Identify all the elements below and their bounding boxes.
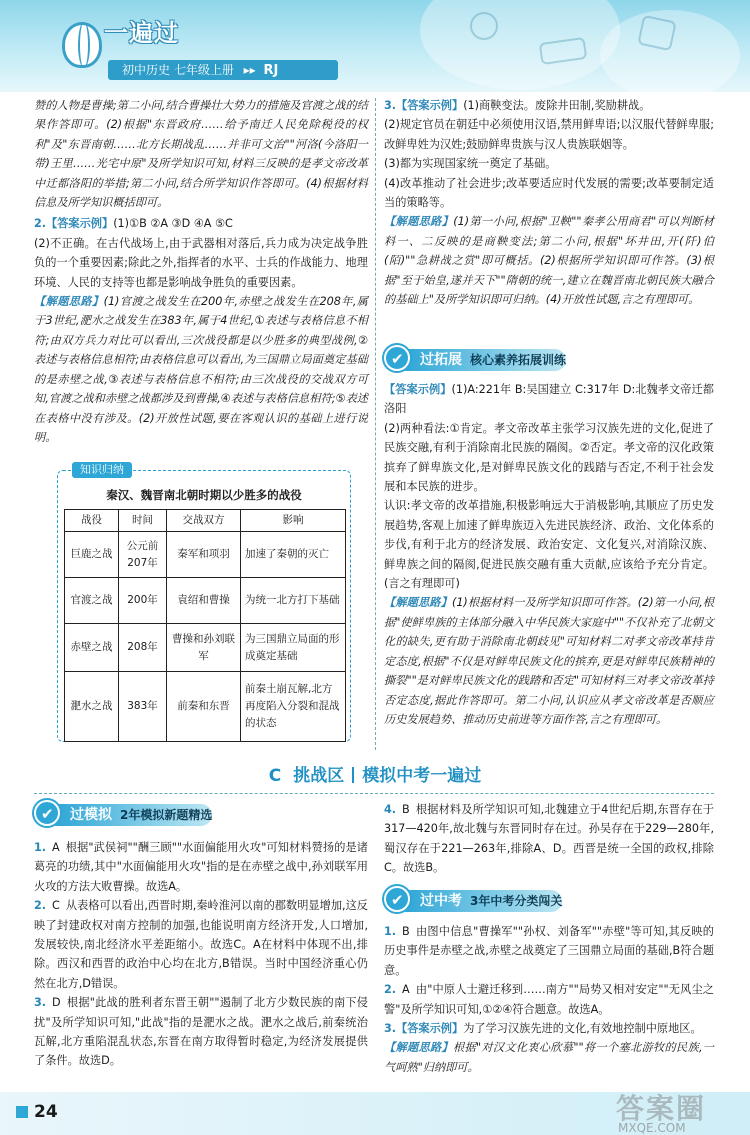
left-column [34,96,368,447]
question-number: 3. [384,99,397,112]
mock-question [34,896,368,993]
zone-name: 挑战区 [293,766,345,786]
right-column [384,96,714,309]
question-number: 1. [34,841,47,854]
table-cell: 前秦土崩瓦解,北方再度陷入分裂和混战的状态 [241,672,346,742]
hint-paragraph [384,1038,714,1077]
arrow-icon: ▸▸ [243,63,256,77]
header-banner [0,0,750,92]
table-header: 时间 [119,510,167,532]
answer-text: 根据"此战的胜利者东晋王朝""遏制了北方少数民族的南下侵扰"及所学知识可知,"此战"指的是淝水之战。淝水之战后,前秦统治瓦解,北方重陷混乱状态,东晋在南方取得暂时稳定,为经济发展提供了条件。故选D。 [34,996,368,1068]
watermark: 答案圈 [616,1092,707,1125]
hint-tag: 【解题思路】 [384,215,454,229]
table-cell: 为统一北方打下基础 [241,578,346,624]
answer-text: (1)①B ②A ③D ④A ⑤C (2)不正确。在古代战场上,由于武器相对落后,兵力成为决定战争胜负的一个重要因素;除此之外,指挥者的水平、士兵的作战能力、地理环境、人民的支持等也都是影响战争胜负的重要因素。 [34,217,368,289]
answer-text: 由图中信息"曹操军""孙权、刘备军""赤壁"等可知,其反映的历史事件是赤壁之战,赤壁之战奠定了三国鼎立局面的基础,B符合题意。 [384,925,714,977]
question-3 [384,96,714,212]
challenge-zone-title [0,764,750,788]
mock-questions [34,838,368,1071]
answer-text: (1)商鞅变法。废除井田制,奖励耕战。 (2)规定官员在朝廷中必须使用汉语,禁用鲜卑语;以汉服代替鲜卑服;改鲜卑姓为汉姓;鼓励鲜卑贵族与汉人贵族联姻等。 (3)都为实现国家统一奠定了基础。 (4)改革推动了社会进步;改革要适应时代发展的需要;改革要制定适当的策略等。 [384,99,714,210]
page-number: 24 [34,1102,58,1122]
section-bar [404,349,566,371]
hint-text: (1)官渡之战发生在200年,赤壁之战发生在208年,属于3世纪,淝水之战发生在383年,属于4世纪,①表述与表格信息不相符;由双方兵力对比可以看出,三次战役都是以少胜多的典型战例,②表述与表格信息相符;由表格信息可以看出,为三国鼎立局面奠定基础的是赤壁之战,③表述与表格信息不相符;由三次战役的交战双方可知,官渡之战和赤壁之战都涉及到曹操,④表述与表格信息相符;⑤表述在表格中没有涉及。(2)开放性试题,要在客观认识的基础上进行说明。 [34,295,368,444]
answer-key: A [402,983,410,997]
table-row [65,532,346,578]
hint-paragraph [34,292,368,447]
hint-paragraph [384,593,714,729]
title-separator [352,767,354,783]
answer-tag: 【答案示例】 [384,383,452,396]
hint-text: (1)根据材料一及所学知识即可作答。(2)第一小问,根据"使鲜卑族的主体部分融入中华民族大家庭中""不仅补充了北朝文化的缺失,更有助于消除南北朝歧见"可知材料二对孝文帝改革持肯定态度,根据"不仅是对鲜卑民族文化的摈弃,更是对鲜卑民族精神的撕裂""是对鲜卑民族文化的践踏和否定"可知材料三对孝文帝改革持否定态度,据此作答即可。第二小问,认识应从孝文帝改革是否顺应历史发展趋势、推动历史前进等方面作答,言之有理即可。 [384,596,714,726]
question-number: 1. [384,925,397,938]
answer-key: D [52,996,61,1010]
check-icon [384,345,410,371]
mock-question [384,800,714,878]
expand-answer [384,380,714,593]
table-cell: 前秦和东晋 [167,672,241,742]
expand-section-header [384,345,634,379]
section-name: 过模拟 [70,807,112,823]
answer-key: C [52,899,60,913]
question-number: 3. [384,1022,397,1036]
table-cell: 官渡之战 [65,578,119,624]
check-icon [34,800,60,826]
answer-text: 为了学习汉族先进的文化,有效地控制中原地区。 [463,1022,702,1036]
expand-content [384,380,714,729]
table-header: 交战双方 [167,510,241,532]
mock-question [34,838,368,896]
table-cell: 208年 [119,624,167,672]
table-cell: 淝水之战 [65,672,119,742]
section-desc: 2年模拟新题精选 [120,808,213,822]
check-icon [384,886,410,912]
answer-text: 根据"武侯祠""酬三顾""水面偏能用火攻"可知材料赞扬的是诸葛亮的功绩,其中"水面偏能用火攻"指的是在赤壁之战中,孙刘联军用火攻的方法大败曹操。故选A。 [34,841,368,893]
title-rule [34,793,714,794]
exam-section-header [384,886,634,920]
section-name: 过中考 [420,893,462,909]
table-cell: 为三国鼎立局面的形成奠定基础 [241,624,346,672]
book-subtitle [108,60,338,80]
hint-text: 根据"对汉文化衷心欣慕""将一个塞北游牧的民族,一气呵熟"归纳即可。 [384,1041,714,1074]
battle-table [64,509,346,742]
knowledge-tag: 知识归纳 [72,462,132,478]
answer-tag: 【答案示例】 [46,217,114,231]
exam-question [384,980,714,1019]
table-cell: 袁绍和曹操 [167,578,241,624]
answer-key: A [52,841,60,854]
hint-paragraph [384,212,714,309]
table-cell: 巨鹿之战 [65,532,119,578]
logo-title: 一遍过 [104,19,179,47]
table-cell: 曹操和孙刘联军 [167,624,241,672]
table-header-row [65,510,346,532]
answer-text: 根据材料及所学知识可知,北魏建立于4世纪后期,东晋存在于317—420年,故北魏与东晋同时存在过。孙吴存在于229—280年,蜀汉存在于221—263年,排除A、D。西晋是统一全国的政权,排除C。故选B。 [384,803,714,875]
question-number: 2. [34,217,47,231]
answer-paragraph: 赞的人物是曹操;第二小问,结合曹操壮大势力的措施及官渡之战的结果作答即可。(2)根据"东晋政府……给予南迁人民免除税役的权利"及"东晋南朝……北方长期战乱……并非可文治""河洛(今洛阳一带)王里……光宅中原"及所学知识可知,材料三反映的是孝文帝改革中迁都洛阳的举措;第二小问,结合所学知识作答即可。(4)根据材料信息及所学知识概括即可。 [34,99,368,210]
section-name: 过拓展 [420,352,462,368]
table-header: 影响 [241,510,346,532]
balloon-logo-icon [62,22,102,68]
table-cell: 公元前207年 [119,532,167,578]
section-desc: 3年中考分类闯关 [470,894,563,908]
globe-doodle-icon [470,12,498,40]
edition-label: RJ [263,63,279,78]
knowledge-title: 秦汉、魏晋南北朝时期以少胜多的战役 [106,488,302,502]
table-cell: 赤壁之战 [65,624,119,672]
hint-tag: 【解题思路】 [384,596,452,610]
mock-question-4 [384,800,714,878]
answer-tag: 【答案示例】 [396,1022,464,1036]
table-cell: 200年 [119,578,167,624]
exam-questions [384,922,714,1077]
section-bar [54,804,212,826]
table-row [65,578,346,624]
section-bar [404,890,562,912]
answer-tag: 【答案示例】 [396,99,464,112]
answer-key: B [402,803,410,816]
answer-key: B [402,925,410,938]
hint-tag: 【解题思路】 [384,1041,453,1055]
table-cell: 383年 [119,672,167,742]
exam-question [384,922,714,980]
table-cell: 加速了秦朝的灭亡 [241,532,346,578]
answer-text: 从表格可以看出,西晋时期,秦岭淮河以南的郡数明显增加,这反映了封建政权对南方控制的加强,也能说明南方经济开发,人口增加,发展较快,南北经济水平差距缩小。故选C。A在材料中体现不出,排除。西汉和西晋的政治中心均在北方,B错误。当时中国经济重心仍然在北方,D错误。 [34,899,368,990]
table-row [65,624,346,672]
section-desc: 核心素养拓展训练 [470,353,567,367]
table-row [65,672,346,742]
question-number: 3. [34,996,47,1010]
zone-letter: C [268,766,282,786]
answer-text: (1)A:221年 B:吴国建立 C:317年 D:北魏孝文帝迁都洛阳 (2)两种看法:①肯定。孝文帝改革主张学习汉族先进的文化,促进了民族交融,有利于消除南北民族的隔阂。②否定。孝文帝的汉化政策摈弃了鲜卑族文化,是对鲜卑民族文化的践踏与否定,不利于社会发展和本民族的进步。 认识:孝文帝的改革措施,积极影响远大于消极影响,其顺应了历史发展趋势,客观上加速了鲜卑族迈入先进民族经济、政治、文化体系的步伐,有利于北方的经济发展、政治安定、文化复兴,对消除汉族、鲜卑族之间的隔阂,促进民族交融有重大贡献,应该给予充分肯定。(言之有理即可) [384,383,714,591]
table-cell: 秦军和项羽 [167,532,241,578]
hint-tag: 【解题思路】 [34,295,104,309]
column-divider [375,98,376,750]
question-2 [34,214,368,292]
banner-decoration [420,0,620,90]
mock-question [34,993,368,1071]
subtitle-text: 初中历史 七年级上册 [122,63,234,77]
question-number: 2. [34,899,47,913]
question-number: 2. [384,983,397,997]
hint-text: (1)第一小问,根据"卫鞅""秦孝公用商君"可以判断材料一、二反映的是商鞅变法;第二小问,根据"坏井田,开(阡)伯(陌)""急耕战之赏"即可概括。(2)根据所学知识即可作答。(3)根据"至于始皇,遂并天下""隋朝的统一,建立在魏晋南北朝民族大融合的基础上"及所学知识即可归纳。(4)开放性试题,言之有理即可。 [384,215,714,307]
page-marker-icon [16,1106,28,1118]
watermark-url: MXQE.COM [618,1121,686,1135]
table-header: 战役 [65,510,119,532]
question-number: 4. [384,803,397,816]
exam-question [384,1019,714,1038]
answer-text: 由"中原人士避迁移到……南方""局势又相对安定""无风尘之警"及所学知识可知,①②④符合题意。故选A。 [384,983,714,1016]
zone-title: 模拟中考一遍过 [362,766,482,786]
mock-section-header [34,800,284,834]
